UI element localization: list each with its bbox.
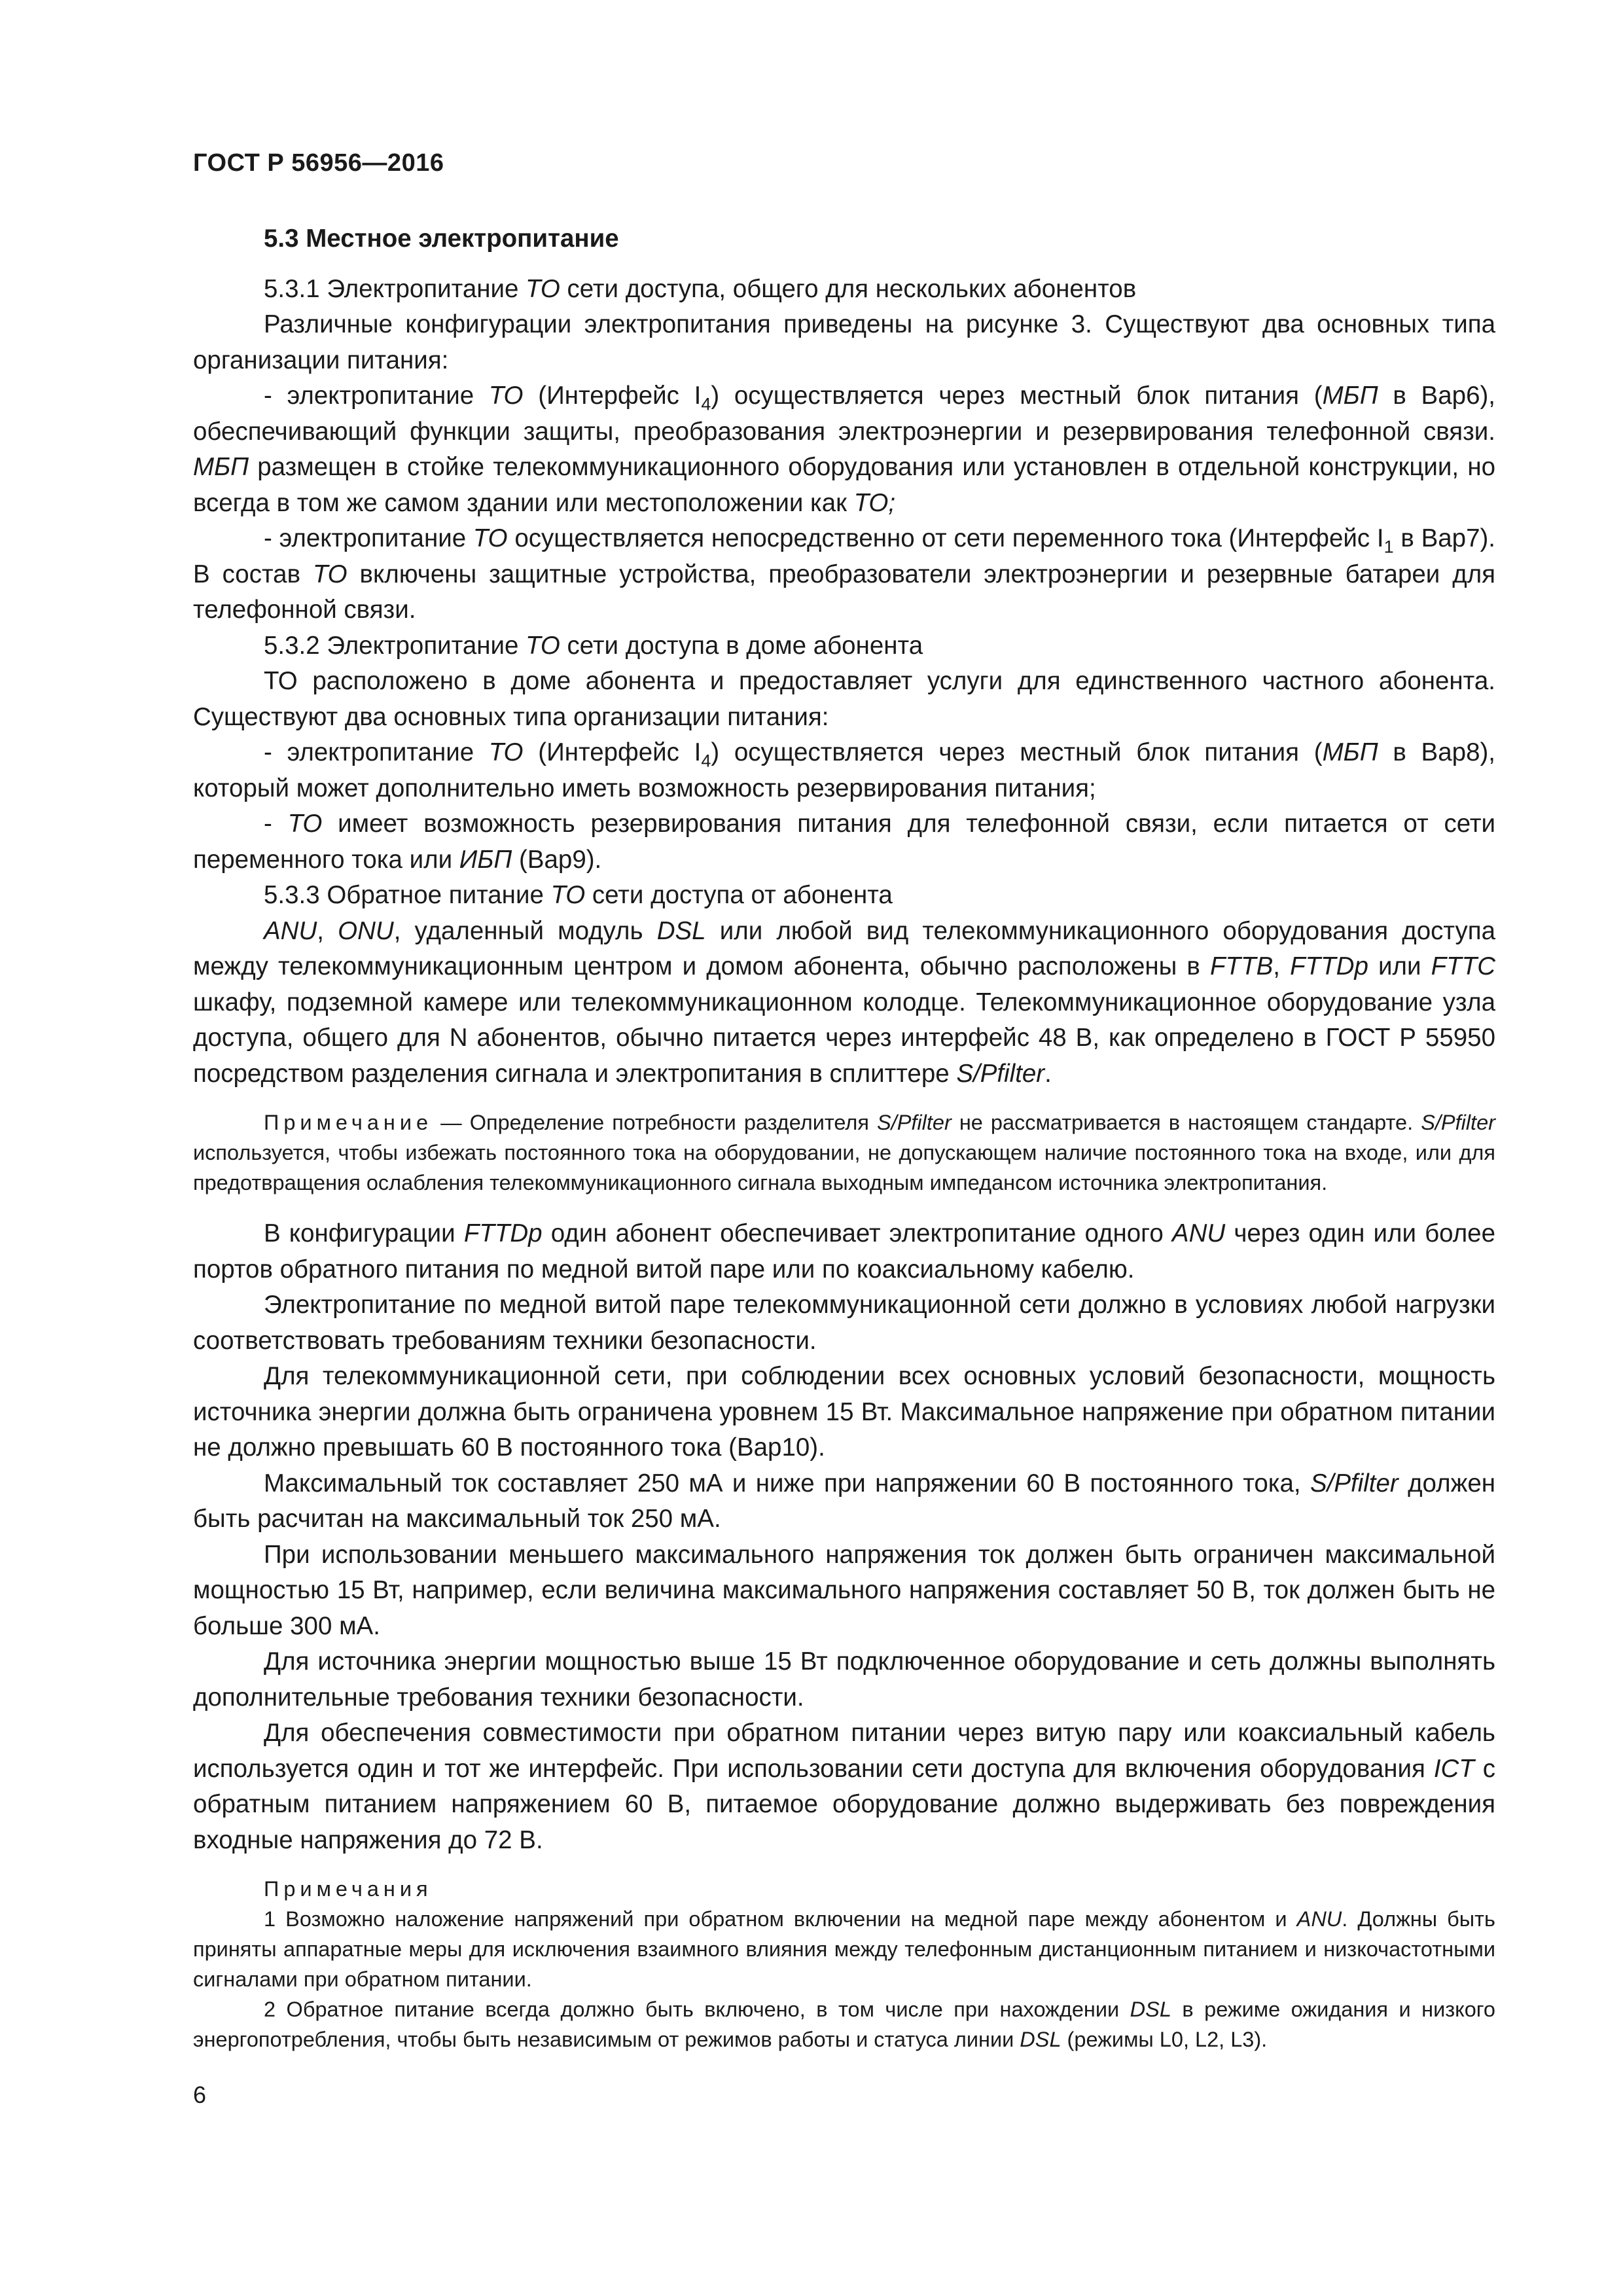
notes-block bbox=[193, 1874, 1495, 2054]
paragraph-list-item-1: - электропитание ТО (Интерфейс $I_4$) осуществляется через местный блок питания (МБП в Вар6), обеспечивающий функции защиты, преобразования электроэнергии и резервирования телефонной связи. МБП размещен в стойке телекоммуникационного оборудования или установлен в отдельной конструкции, но всегда в том же самом здании или местоположении как ТО; bbox=[193, 382, 1495, 517]
paragraph-lower-voltage: При использовании меньшего максимального напряжения ток должен быть ограничен максимальной мощностью 15 Вт, например, если величина максимального напряжения составляет 50 В, ток должен быть не больше 300 мА. bbox=[193, 1540, 1495, 1640]
section-title: 5.3 Местное электропитание bbox=[264, 224, 619, 253]
paragraph-5-3-3: 5.3.3 Обратное питание ТО сети доступа от абонента bbox=[264, 881, 893, 909]
note-block bbox=[193, 1107, 1495, 1198]
note-label: Примечание bbox=[264, 1111, 433, 1134]
paragraph-5-3-1: 5.3.1 Электропитание ТО сети доступа, общего для нескольких абонентов bbox=[264, 274, 1137, 303]
note-text: Примечание — Определение потребности разделителя S/Pfilter не рассматривается в настоящем стандарте. S/Pfilter используется, чтобы избежать постоянного тока на оборудовании, не допускающем наличие постоянного тока на входе, или для предотвращения ослабления телекоммуникационного сигнала выходным импедансом источника электропитания. bbox=[193, 1111, 1495, 1194]
paragraph-max-current: Максимальный ток составляет 250 мА и ниже при напряжении 60 В постоянного тока, S/Pfilter должен быть расчитан на максимальный ток 250 мА. bbox=[193, 1469, 1496, 1533]
paragraph-compatibility: Для обеспечения совместимости при обратном питании через витую пару или коаксиальный кабель используется один и тот же интерфейс. При использовании сети доступа для включения оборудования ICT с обратным питанием напряжением 60 В, питаемое оборудование должно выдерживать без повреждения входные напряжения до 72 В. bbox=[193, 1719, 1495, 1854]
paragraph-list-item-3: - электропитание ТО (Интерфейс $I_4$) осуществляется через местный блок питания (МБП в Вар8), который может дополнительно иметь возможность резервирования питания; bbox=[193, 738, 1495, 802]
page-content bbox=[193, 221, 1495, 2054]
paragraph-5-3-2: 5.3.2 Электропитание ТО сети доступа в доме абонента bbox=[264, 631, 923, 660]
note-item-1: 1 Возможно наложение напряжений при обратном включении на медной паре между абонентом и ANU. Должны быть приняты аппаратные меры для исключения взаимного влияния между телефонным дистанционным питанием и низкочастотными сигналами при обратном питании. bbox=[193, 1907, 1495, 1991]
paragraph-higher-power: Для источника энергии мощностью выше 15 Вт подключенное оборудование и сеть должны выполнять дополнительные требования техники безопасности. bbox=[193, 1647, 1495, 1712]
paragraph-list-item-2: - электропитание ТО осуществляется непосредственно от сети переменного тока (Интерфейс $I_1$ в Вар7). В состав ТО включены защитные устройства, преобразователи электроэнергии и резервные батареи для телефонной связи. bbox=[193, 524, 1496, 624]
document-header: ГОСТ Р 56956—2016 bbox=[193, 149, 444, 177]
note-item-2: 2 Обратное питание всегда должно быть включено, в том числе при нахождении DSL в режиме ожидания и низкого энергопотребления, чтобы быть независимым от режимов работы и статуса линии DSL (режимы L0, L2, L3). bbox=[193, 1998, 1496, 2051]
paragraph-fttdp-config: В конфигурации FTTDp один абонент обеспечивает электропитание одного ANU через один или более портов обратного питания по медной витой паре или по коаксиальному кабелю. bbox=[193, 1219, 1495, 1283]
paragraph-home-subscriber: ТО расположено в доме абонента и предоставляет услуги для единственного частного абонента. Существуют два основных типа организации питания: bbox=[193, 667, 1495, 731]
paragraph-configurations: Различные конфигурации электропитания приведены на рисунке 3. Существуют два основных типа организации питания: bbox=[193, 310, 1495, 374]
paragraph-power-limit: Для телекоммуникационной сети, при соблюдении всех основных условий безопасности, мощность источника энергии должна быть ограничена уровнем 15 Вт. Максимальное напряжение при обратном питании не должно превышать 60 В постоянного тока (Вар10). bbox=[193, 1362, 1495, 1462]
paragraph-list-item-4: - ТО имеет возможность резервирования питания для телефонной связи, если питается от сети переменного тока или ИБП (Вар9). bbox=[193, 810, 1495, 874]
paragraph-anu-onu: ANU, ONU, удаленный модуль DSL или любой вид телекоммуникационного оборудования доступа между телекоммуникационным центром и домом абонента, обычно расположены в FTTB, FTTDp или FTTC шкафу, подземной камере или телекоммуникационном колодце. Телекоммуникационное оборудование узла доступа, общего для N абонентов, обычно питается через интерфейс 48 В, как определено в ГОСТ Р 55950 посредством разделения сигнала и электропитания в сплиттере S/Pfilter. bbox=[193, 916, 1495, 1088]
notes-heading: Примечания bbox=[264, 1877, 433, 1901]
page-number: 6 bbox=[193, 2081, 207, 2108]
paragraph-safety: Электропитание по медной витой паре телекоммуникационной сети должно в условиях любой нагрузки соответствовать требованиям техники безопасности. bbox=[193, 1291, 1495, 1355]
